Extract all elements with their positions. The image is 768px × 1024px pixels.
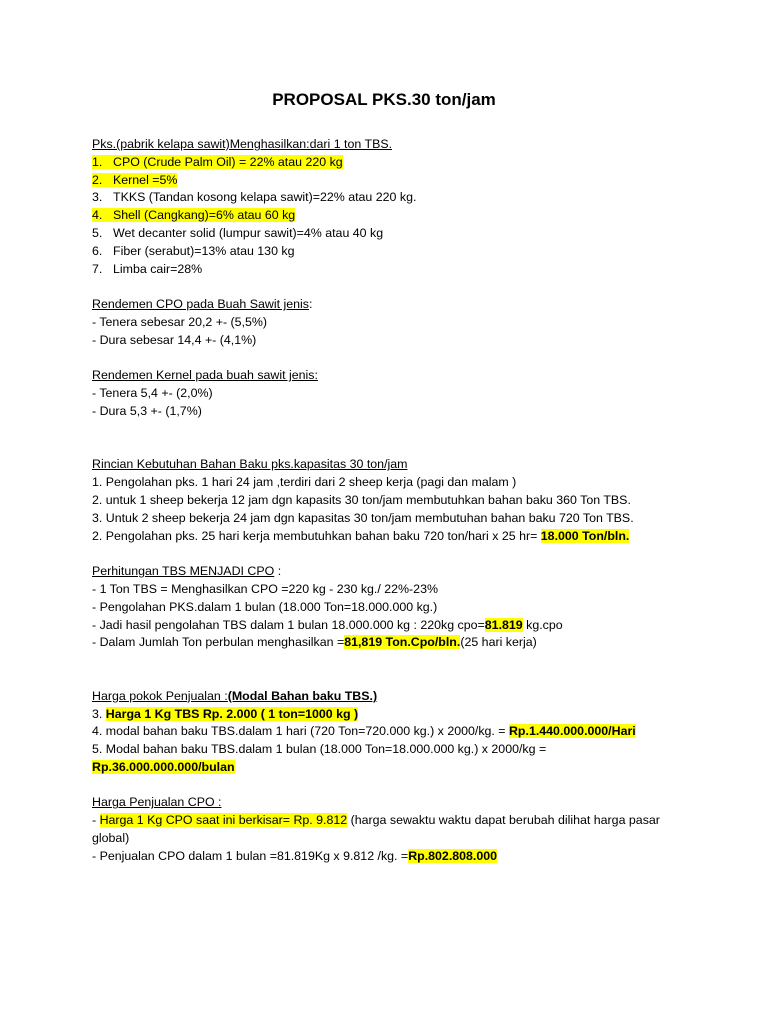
rendemen-cpo-heading: Rendemen CPO pada Buah Sawit jenis: (92, 297, 313, 312)
rincian-line-last: 2. Pengolahan pks. 25 hari kerja membutuhkan bahan baku 720 ton/hari x 25 hr= 18.000 Ton/bln. (92, 528, 630, 543)
perhitungan-line: - 1 Ton TBS = Menghasilkan CPO =220 kg - 230 kg./ 22%-23% (92, 581, 438, 596)
rincian-line: 3. Untuk 2 sheep bekerja 24 jam dgn kapasitas 30 ton/jam membutuhan bahan baku 720 Ton TBS. (92, 510, 634, 525)
document-body (92, 136, 672, 866)
perhitungan-line: - Jadi hasil pengolahan TBS dalam 1 bulan 18.000.000 kg : 220kg cpo=81.819 kg.cpo (92, 617, 563, 632)
perhitungan-line: - Dalam Jumlah Ton perbulan menghasilkan =81,819 Ton.Cpo/bln.(25 hari kerja) (92, 635, 537, 650)
intro-item-6: 6. Fiber (serabut)=13% atau 130 kg (92, 243, 295, 258)
rincian-line: 2. untuk 1 sheep bekerja 12 jam dgn kapasits 30 ton/jam membutuhkan bahan baku 360 Ton TBS. (92, 492, 631, 507)
perhitungan-line: - Pengolahan PKS.dalam 1 bulan (18.000 Ton=18.000.000 kg.) (92, 599, 438, 614)
rendemen-cpo-line: - Dura sebesar 14,4 +- (4,1%) (92, 332, 257, 347)
intro-item-4: 4. Shell (Cangkang)=6% atau 60 kg (92, 208, 296, 223)
rendemen-kernel-line: - Dura 5,3 +- (1,7%) (92, 403, 202, 418)
rendemen-cpo-line: - Tenera sebesar 20,2 +- (5,5%) (92, 314, 268, 329)
harga-pokok-line: 5. Modal bahan baku TBS.dalam 1 bulan (18.000 Ton=18.000.000 kg.) x 2000/kg = Rp.36.000.000.000/bulan (92, 742, 547, 774)
intro-item-5: 5. Wet decanter solid (lumpur sawit)=4% atau 40 kg (92, 225, 384, 240)
intro-heading: Pks.(pabrik kelapa sawit)Menghasilkan:dari 1 ton TBS. (92, 137, 393, 151)
intro-item-1: 1. CPO (Crude Palm Oil) = 22% atau 220 kg (92, 154, 343, 169)
page-title: PROPOSAL PKS.30 ton/jam (272, 90, 496, 109)
harga-pokok-line: 4. modal bahan baku TBS.dalam 1 hari (720 Ton=720.000 kg.) x 2000/kg. = Rp.1.440.000.000/Hari (92, 724, 636, 739)
intro-item-2: 2. Kernel =5% (92, 172, 178, 187)
harga-pokok-heading: Harga pokok Penjualan :(Modal Bahan baku TBS.) (92, 688, 378, 703)
harga-jual-line: - Penjualan CPO dalam 1 bulan =81.819Kg x 9.812 /kg. =Rp.802.808.000 (92, 848, 498, 863)
rendemen-kernel-heading: Rendemen Kernel pada buah sawit jenis: (92, 368, 318, 383)
intro-item-7: 7. Limba cair=28% (92, 261, 203, 276)
harga-jual-heading: Harga Penjualan CPO : (92, 795, 222, 810)
intro-item-3: 3. TKKS (Tandan kosong kelapa sawit)=22% atau 220 kg. (92, 190, 417, 205)
rincian-line: 1. Pengolahan pks. 1 hari 24 jam ,terdiri dari 2 sheep kerja (pagi dan malam ) (92, 475, 517, 490)
rincian-heading: Rincian Kebutuhan Bahan Baku pks.kapasitas 30 ton/jam (92, 457, 408, 472)
rendemen-kernel-line: - Tenera 5,4 +- (2,0%) (92, 386, 213, 401)
harga-jual-line: - Harga 1 Kg CPO saat ini berkisar= Rp. 9.812 (harga sewaktu waktu dapat berubah dilihat harga pasar global) (92, 813, 660, 846)
perhitungan-heading: Perhitungan TBS MENJADI CPO : (92, 564, 282, 579)
harga-pokok-line: 3. Harga 1 Kg TBS Rp. 2.000 ( 1 ton=1000 kg ) (92, 706, 359, 721)
